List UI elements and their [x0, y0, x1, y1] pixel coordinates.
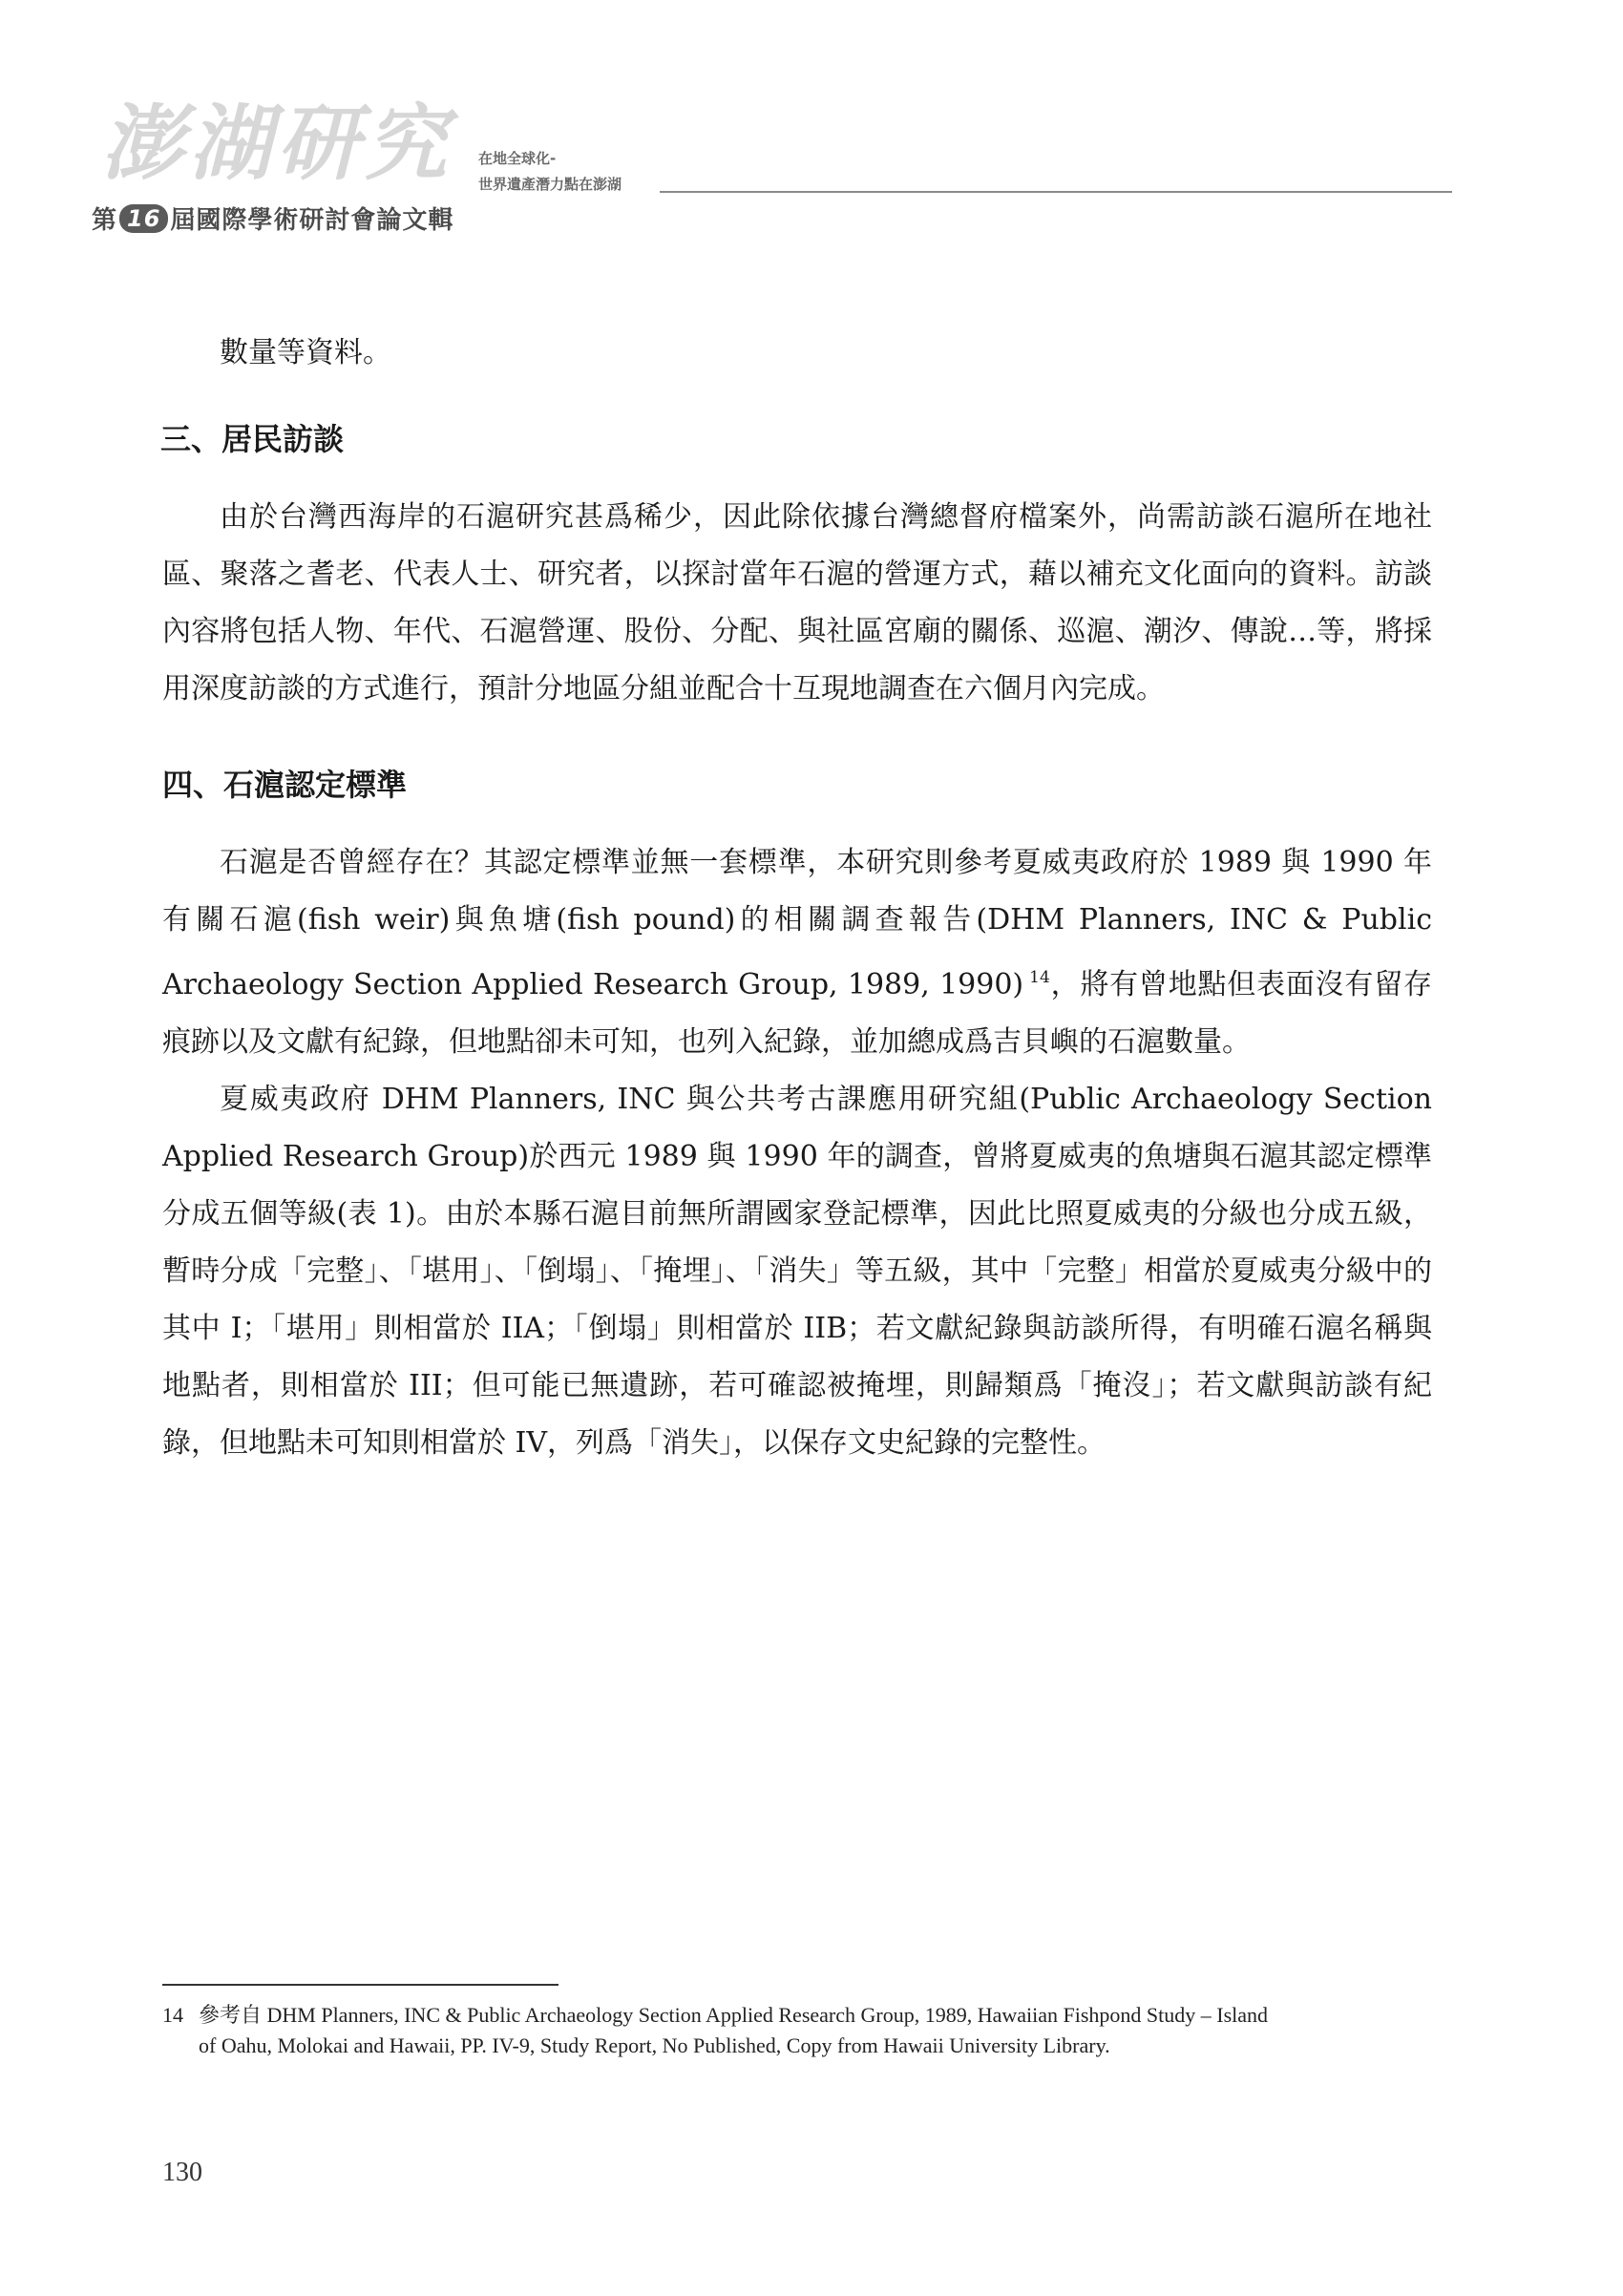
footnote-number: 14: [162, 2003, 183, 2027]
footnote: [162, 2000, 1461, 2061]
footnote-text-2: of Oahu, Molokai and Hawaii, PP. IV-9, Study Report, No Published, Copy from Hawaii University Library.: [199, 2033, 1110, 2057]
footnote-text-1: 參考自 DHM Planners, INC & Public Archaeology Section Applied Research Group, 1989, Hawaiian Fishpond Study – Island: [199, 2003, 1269, 2027]
edition-number-badge: 16: [119, 204, 168, 233]
header-divider: [660, 191, 1452, 193]
page-number: 130: [162, 2158, 202, 2187]
section3-paragraph: 由於台灣西海岸的石滬研究甚爲稀少，因此除依據台灣總督府檔案外，尚需訪談石滬所在地社區、聚落之耆老、代表人士、研究者，以探討當年石滬的營運方式，藉以補充文化面向的資料。訪談內容將包括人物、年代、石滬營運、股份、分配、與社區宮廟的關係、巡滬、潮汐、傳說…等，將採用深度訪談的方式進行，預計分地區分組並配合十互現地調查在六個月內完成。: [162, 500, 1432, 706]
footnote-divider: [162, 1984, 559, 1986]
section-heading-interviews: 三、居民訪談: [160, 421, 345, 457]
section-heading-criteria: 四、石滬認定標準: [162, 767, 408, 803]
header-tagline-line2: 世界遺產潛力點在澎湖: [478, 176, 622, 193]
header-tagline: [478, 146, 622, 198]
logo-sub-prefix: 第: [92, 206, 118, 235]
footnote-ref-14[interactable]: 14: [1029, 968, 1050, 987]
section4-para1-text-a: 石滬是否曾經存在？其認定標準並無一套標準，本研究則參考夏威夷政府於 1989 與 1990 年有關石滬(fish weir)與魚塘(fish pound)的相關調查報告(DHM Planners, INC & Public Archaeology Section Applied Research Group, 1989, 1990): [162, 846, 1432, 1001]
intro-fragment: 數量等資料。: [220, 336, 391, 369]
footnote-line-1: [162, 2000, 1461, 2031]
section4-paragraph-2: 夏威夷政府 DHM Planners, INC 與公共考古課應用研究組(Public Archaeology Section Applied Research Group)於西元 1989 與 1990 年的調查，曾將夏威夷的魚塘與石滬其認定標準分成五個等級(表 1)。由於本縣石滬目前無所謂國家登記標準，因此比照夏威夷的分級也分成五級，暫時分成「完整」、「堪用」、「倒塌」、「掩埋」、「消失」等五級，其中「完整」相當於夏威夷分級中的其中 I；「堪用」則相當於 IIA；「倒塌」則相當於 IIB；若文獻紀錄與訪談所得，有明確石滬名稱與地點者，則相當於 III；但可能已無遺跡，若可確認被掩埋，則歸類爲「掩沒」；若文獻與訪談有紀錄，但地點未可知則相當於 IV，列爲「消失」，以保存文史紀錄的完整性。: [162, 1083, 1432, 1460]
journal-logo-subtitle: [92, 200, 453, 236]
page-header: [92, 95, 1457, 246]
page-body: [162, 325, 1432, 1472]
header-tagline-line1: 在地全球化-: [478, 150, 557, 167]
logo-sub-suffix: 屆國際學術研討會論文輯: [170, 206, 454, 235]
journal-logo-title: 澎湖研究: [101, 95, 453, 192]
section4-paragraph-1: [162, 834, 1432, 1071]
section4-para1-text-b: ，將有曾地點但表面沒有留存痕跡以及文獻有紀錄，但地點卻未可知，也列入紀錄，並加總成爲吉貝嶼的石滬數量。: [162, 968, 1433, 1059]
